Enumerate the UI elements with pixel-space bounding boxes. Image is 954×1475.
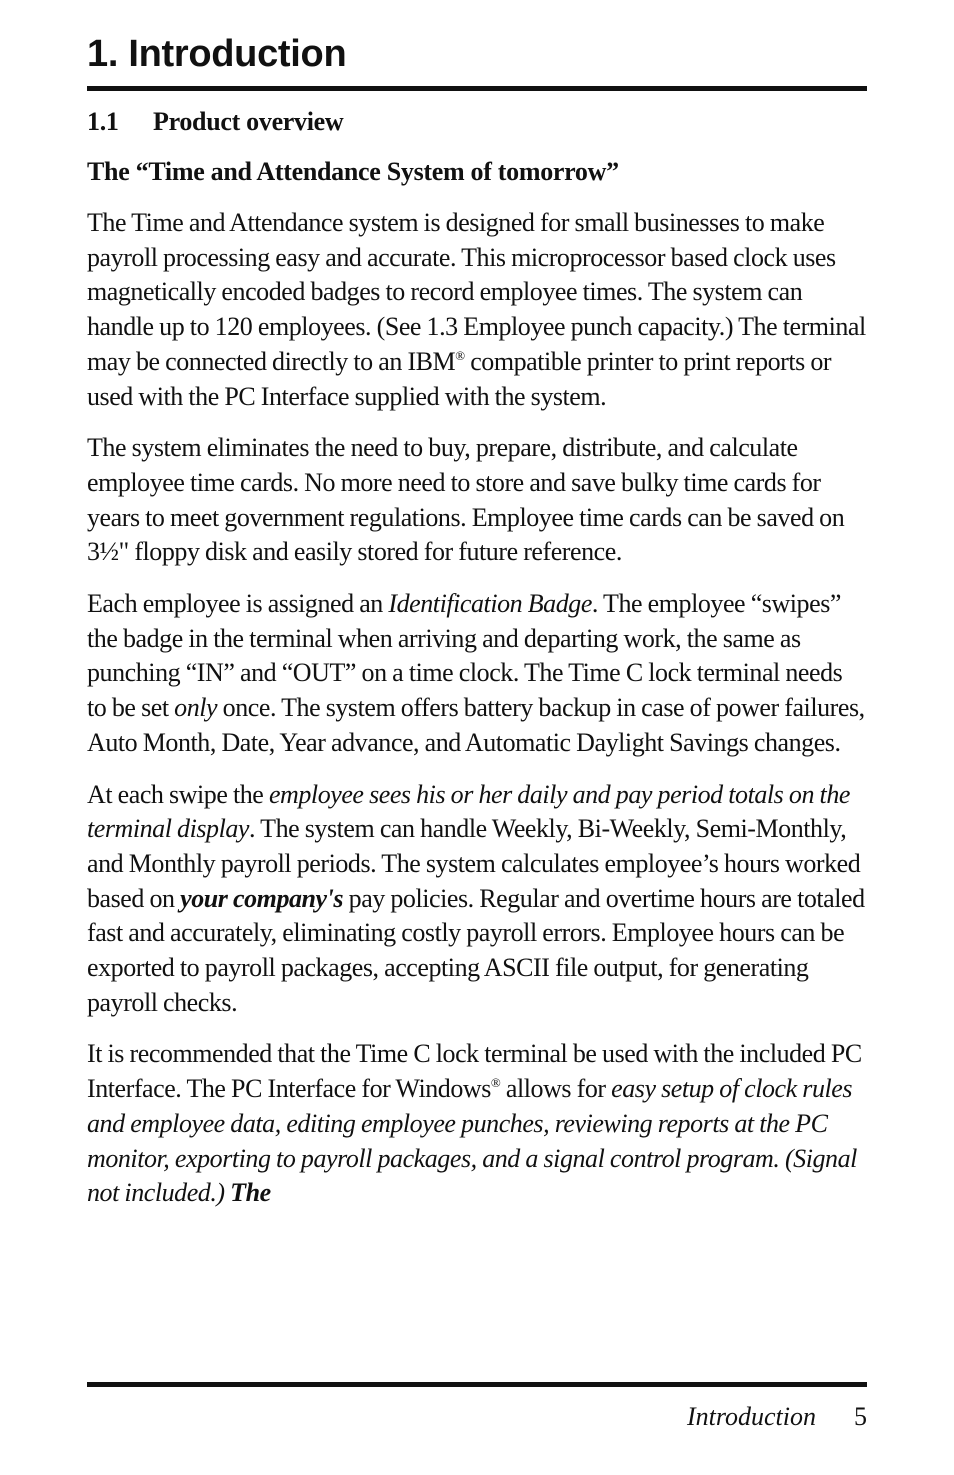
- chapter-title: 1. Introduction: [87, 33, 347, 75]
- p5-emphasis: easy setup of clock rules and employee data, editing employee punches, reviewing reports at the PC monitor, exporting to payroll packages, and a signal control program. (Signal not included.): [87, 1074, 857, 1208]
- p1-text-b: compatible printer to print reports or used with the PC Interface supplied with the system.: [87, 346, 832, 411]
- paragraph-3: [87, 587, 867, 761]
- section-number: 1.1: [87, 107, 119, 136]
- paragraph-2: The system eliminates the need to buy, prepare, distribute, and calculate employee time cards. No more need to store and save bulky time cards for years to meet government regulations. Employee time cards can be saved on 3½" floppy disk and easily stored for future reference.: [87, 433, 845, 567]
- page-number: 5: [854, 1402, 867, 1431]
- footer-section-name: Introduction: [686, 1402, 816, 1431]
- p5-text-b: allows for: [500, 1074, 612, 1104]
- p4-strong-emphasis: your company's: [180, 883, 344, 913]
- p3-text-c: once. The system offers battery backup in case of power failures, Auto Month, Date, Year advance, and Automatic Daylight Savings changes.: [87, 693, 865, 757]
- p4-text-c: pay policies. Regular and overtime hours are totaled fast and accurately, eliminating costly payroll errors. Employee hours can be exported to payroll packages, accepting ASCII file output, for generating payroll checks.: [87, 883, 865, 1017]
- p3-emphasis-badge: Identification Badge: [388, 589, 592, 619]
- registered-mark: ®: [455, 347, 465, 363]
- p1-text-a: The Time and Attendance system is designed for small businesses to make payroll processing easy and accurate. This microprocessor based clock uses magnetically encoded badges to record employee times. The system can handle up to 120 employees. (See 1.3 Employee punch capacity.) The terminal may be connected directly to an IBM: [87, 208, 866, 376]
- paragraph-4: [87, 778, 867, 1021]
- footer-rule: [87, 1382, 867, 1387]
- header-rule: [87, 86, 867, 91]
- p3-text-b: . The employee “swipes” the badge in the terminal when arriving and departing work, the same as punching “IN” and “OUT” on a time clock. The Time C lock terminal needs to be set: [87, 589, 843, 723]
- p3-text-a: Each employee is assigned an: [87, 589, 389, 619]
- page-content: [87, 0, 867, 1211]
- p4-text-b: . The system can handle Weekly, Bi-Weekly, Semi-Monthly, and Monthly payroll periods. The system calculates employee’s hours worked based on: [87, 814, 861, 913]
- section-heading: [87, 105, 867, 139]
- p4-emphasis: employee sees his or her daily and pay period totals on the terminal display: [87, 779, 850, 844]
- p5-strong-emphasis: The: [230, 1178, 271, 1208]
- paragraph-1: [87, 206, 867, 414]
- page-footer: [87, 1400, 867, 1434]
- registered-mark: ®: [490, 1075, 501, 1091]
- p5-text-a: It is recommended that the Time C lock terminal be used with the included PC Interface. The PC Interface for Windows: [87, 1039, 862, 1104]
- lead-heading: The “Time and Attendance System of tomorrow”: [87, 157, 619, 186]
- section-title: Product overview: [153, 107, 344, 136]
- p4-text-a: At each swipe the: [87, 779, 269, 809]
- p3-emphasis-only: only: [174, 693, 218, 723]
- paragraph-5: [87, 1037, 867, 1211]
